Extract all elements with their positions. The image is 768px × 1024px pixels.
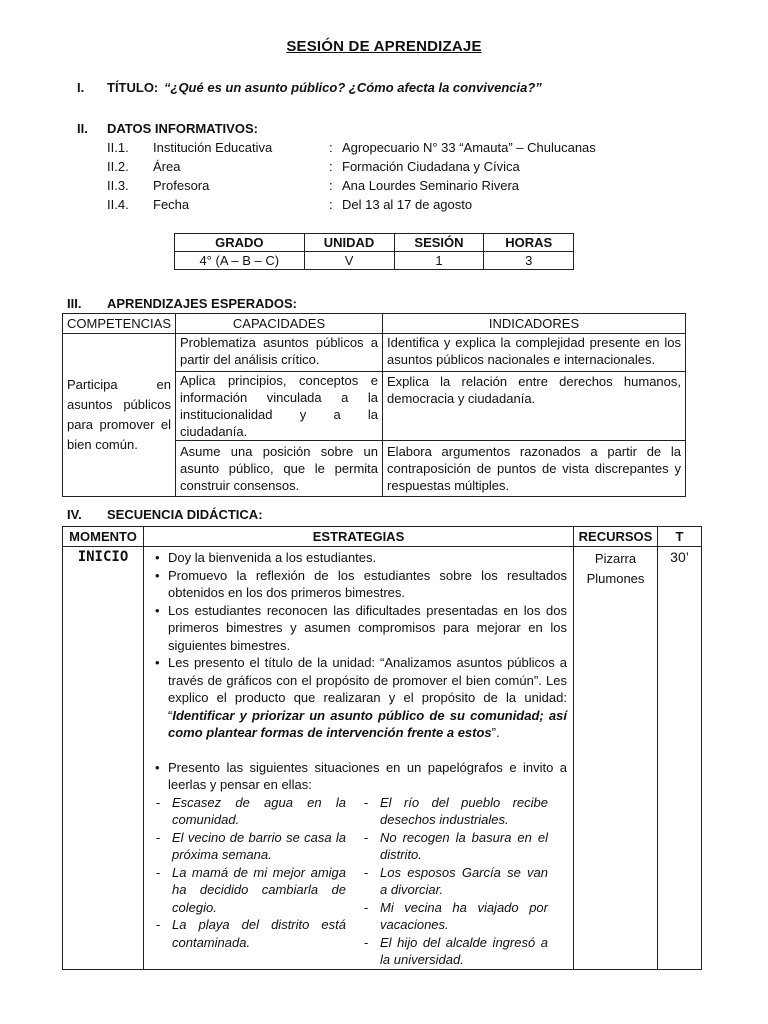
indicadores-header: INDICADORES [383, 314, 686, 334]
grade-value: 4° (A – B – C) [175, 252, 305, 270]
dash-marker: - [364, 899, 369, 915]
info-code: II.4. [107, 197, 129, 212]
section-4-label: SECUENCIA DIDÁCTICA: [107, 507, 263, 522]
strategy-list [150, 549, 567, 794]
recursos-cell [574, 547, 658, 970]
hours-value: 3 [484, 252, 574, 270]
capacidades-header: CAPACIDADES [176, 314, 383, 334]
strategy-item: • Los estudiantes reconocen las dificultades presentadas en los dos primeros bimestres y asumen compromisos para mejorar en los siguientes bimestres. [168, 602, 567, 655]
dash-marker: - [364, 934, 369, 950]
info-key: Institución Educativa [153, 140, 273, 155]
dash-marker: - [364, 794, 369, 810]
recurso-item: Plumones [586, 571, 645, 586]
didactic-sequence-table [62, 526, 702, 970]
dash-marker: - [156, 917, 161, 932]
tiempo-cell: 30’ [658, 547, 702, 970]
section-3-number: III. [67, 296, 82, 311]
info-value: Del 13 al 17 de agosto [342, 197, 473, 212]
competencia-cell: Participa en asuntos públicos para promover el bien común. [63, 334, 176, 497]
tiempo-header: T [658, 527, 702, 547]
capacidad-cell: Aplica principios, conceptos e información vinculada a la institucionalidad y a la ciudadanía. [176, 372, 383, 441]
situation-item: - No recogen la basura en el distrito. [364, 829, 548, 862]
info-separator: : [329, 159, 333, 174]
unit-header: UNIDAD [304, 234, 394, 252]
info-key: Profesora [153, 178, 210, 193]
dash-marker: - [156, 829, 161, 845]
session-title: “¿Qué es un asunto público? ¿Cómo afecta la convivencia?” [164, 80, 542, 95]
estrategias-cell [144, 547, 574, 970]
situations [150, 794, 567, 969]
situation-item: - El río del pueblo recibe desechos industriales. [364, 794, 548, 827]
recurso-item: Pizarra [594, 551, 637, 566]
info-code: II.2. [107, 159, 129, 174]
info-key: Fecha [153, 197, 190, 212]
strategy-text: Les presento el título de la unidad: “Analizamos asuntos públicos a través de gráficos con el propósito de promover el bien común”. Les explico el producto que realizaran y el propósito de la unidad: “ [168, 655, 567, 723]
session-header: SESIÓN [394, 234, 484, 252]
hours-header: HORAS [484, 234, 574, 252]
info-separator: : [329, 178, 333, 193]
dash-marker: - [156, 864, 161, 880]
expected-learning-table [62, 313, 686, 497]
situation-item: - La mamá de mi mejor amiga ha decidido cambiarla de colegio. [156, 864, 346, 915]
strategy-item: • Promuevo la reflexión de los estudiantes sobre los resultados obtenidos en los dos primeros bimestres. [168, 567, 567, 602]
section-2-number: II. [77, 121, 88, 136]
indicador-cell: Explica la relación entre derechos humanos, democracia y ciudadanía. [383, 372, 686, 441]
momento-inicio: INICIO [63, 547, 144, 970]
recursos-header: RECURSOS [574, 527, 658, 547]
strategy-text-end: ”. [491, 725, 500, 740]
info-code: II.3. [107, 178, 129, 193]
unit-value: V [304, 252, 394, 270]
section-1-label: TÍTULO: [107, 80, 159, 95]
indicador-cell: Identifica y explica la complejidad presente en los asuntos públicos nacionales e internacionales. [383, 334, 686, 372]
strategy-item: • Presento las siguientes situaciones en un papelógrafos e invito a leerlas y pensar en ellas: [168, 759, 567, 794]
situation-item: - Escasez de agua en la comunidad. [156, 794, 346, 827]
grade-header: GRADO [175, 234, 305, 252]
situation-item: - El vecino de barrio se casa la próxima semana. [156, 829, 346, 862]
competencias-header: COMPETENCIAS [63, 314, 176, 334]
unit-purpose: Identificar y priorizar un asunto público de su comunidad; así como plantear formas de intervención frente a estos [168, 707, 567, 740]
section-2-label: DATOS INFORMATIVOS: [107, 121, 258, 136]
section-3-label: APRENDIZAJES ESPERADOS: [107, 296, 297, 311]
session-value: 1 [394, 252, 484, 270]
capacidad-cell: Problematiza asuntos públicos a partir del análisis crítico. [176, 334, 383, 372]
capacidad-cell: Asume una posición sobre un asunto público, que le permita construir consensos. [176, 441, 383, 497]
strategy-item [168, 654, 567, 742]
dash-marker: - [364, 864, 369, 880]
info-value: Ana Lourdes Seminario Rivera [342, 178, 520, 193]
info-value: Agropecuario N° 33 “Amauta” – Chulucanas [342, 140, 596, 155]
info-separator: : [329, 140, 333, 155]
section-1-number: I. [77, 80, 85, 95]
dash-marker: - [156, 794, 161, 810]
situation-item: - Los esposos García se van a divorciar. [364, 864, 548, 897]
situation-item: - La playa del distrito está contaminada. [156, 917, 346, 950]
estrategias-header: ESTRATEGIAS [144, 527, 574, 547]
situations-left [150, 794, 346, 969]
indicador-cell: Elabora argumentos razonados a partir de la contraposición de puntos de vista discrepantes y respuestas múltiples. [383, 441, 686, 497]
info-key: Área [153, 159, 181, 174]
section-4-number: IV. [67, 507, 82, 522]
situations-right [358, 794, 548, 969]
dash-marker: - [364, 829, 369, 845]
document-title: SESIÓN DE APRENDIZAJE [286, 38, 482, 55]
momento-header: MOMENTO [63, 527, 144, 547]
grade-table [174, 233, 574, 270]
info-code: II.1. [107, 140, 129, 155]
situation-item: - El hijo del alcalde ingresó a la universidad. [364, 934, 548, 967]
info-value: Formación Ciudadana y Cívica [342, 159, 520, 174]
info-separator: : [329, 197, 333, 212]
situation-item: - Mi vecina ha viajado por vacaciones. [364, 899, 548, 932]
strategy-item: • Doy la bienvenida a los estudiantes. [168, 549, 567, 567]
